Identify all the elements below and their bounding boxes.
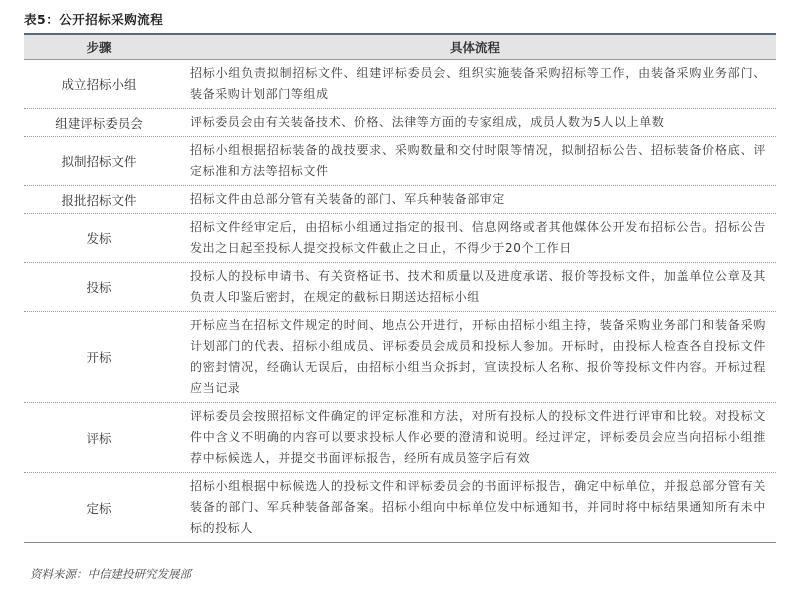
table-row [24, 214, 776, 263]
table-row [24, 473, 776, 542]
table-row [24, 263, 776, 312]
detail-cell: 评标委员会由有关装备技术、价格、法律等方面的专家组成，成员人数为5人以上单数 [190, 115, 665, 129]
step-cell: 组建评标委员会 [55, 115, 143, 131]
step-cell: 开标 [86, 350, 112, 365]
source-note: 资料来源：中信建投研究发展部 [30, 567, 191, 581]
detail-cell: 招标文件由总部分管有关装备的部门、军兵种装备部审定 [190, 192, 506, 206]
detail-cell: 开标应当在招标文件规定的时间、地点公开进行，开标由招标小组主持，装备采购业务部门和装备采购计划部门的代表、招标小组成员、评标委员会成员和投标人参加。开标时，由投标人检查各自投标文件的密封情况，经确认无误后，由招标小组当众拆封，宣读投标人名称、报价等投标文件内容。开标过程应当记录 [190, 318, 766, 395]
table-row [24, 186, 776, 214]
procurement-table [24, 33, 776, 543]
step-cell: 拟制招标文件 [61, 154, 137, 169]
step-cell: 成立招标小组 [61, 77, 137, 92]
table-row [24, 137, 776, 186]
column-header-detail: 具体流程 [449, 40, 500, 55]
step-cell: 投标 [86, 280, 112, 295]
column-header-step: 步骤 [86, 40, 112, 55]
table-header-row [24, 35, 776, 60]
table-row [24, 403, 776, 473]
detail-cell: 招标文件经审定后，由招标小组通过指定的报刊、信息网络或者其他媒体公开发布招标公告。招标公告发出之日起至投标人提交投标文件截止之日止，不得少于20个工作日 [190, 220, 766, 255]
step-cell: 评标 [86, 430, 112, 446]
table-row [24, 312, 776, 403]
table-caption: 表5：公开招标采购流程 [24, 12, 164, 27]
table-row [24, 109, 776, 137]
step-cell: 报批招标文件 [61, 192, 137, 208]
detail-cell: 招标小组负责拟制招标文件、组建评标委员会、组织实施装备采购招标等工作，由装备采购业务部门、装备采购计划部门等组成 [190, 66, 766, 101]
detail-cell: 招标小组根据中标候选人的投标文件和评标委员会的书面评标报告，确定中标单位，并报总部分管有关装备的部门、军兵种装备部备案。招标小组向中标单位发中标通知书，并同时将中标结果通知所有未中标的投标人 [190, 479, 766, 535]
step-cell: 定标 [86, 500, 112, 516]
table-row [24, 60, 776, 109]
detail-cell: 投标人的投标申请书、有关资格证书、技术和质量以及进度承诺、报价等投标文件，加盖单位公章及其负责人印鉴后密封，在规定的截标日期送达招标小组 [190, 269, 766, 304]
detail-cell: 评标委员会按照招标文件确定的评定标准和方法，对所有投标人的投标文件进行评审和比较。对投标文件中含义不明确的内容可以要求投标人作必要的澄清和说明。经过评定，评标委员会应当向招标小组推荐中标候选人，并提交书面评标报告，经所有成员签字后有效 [190, 409, 766, 465]
step-cell: 发标 [86, 231, 112, 246]
detail-cell: 招标小组根据招标装备的战技要求、采购数量和交付时限等情况，拟制招标公告、招标装备价格底、评定标准和方法等招标文件 [190, 143, 766, 178]
